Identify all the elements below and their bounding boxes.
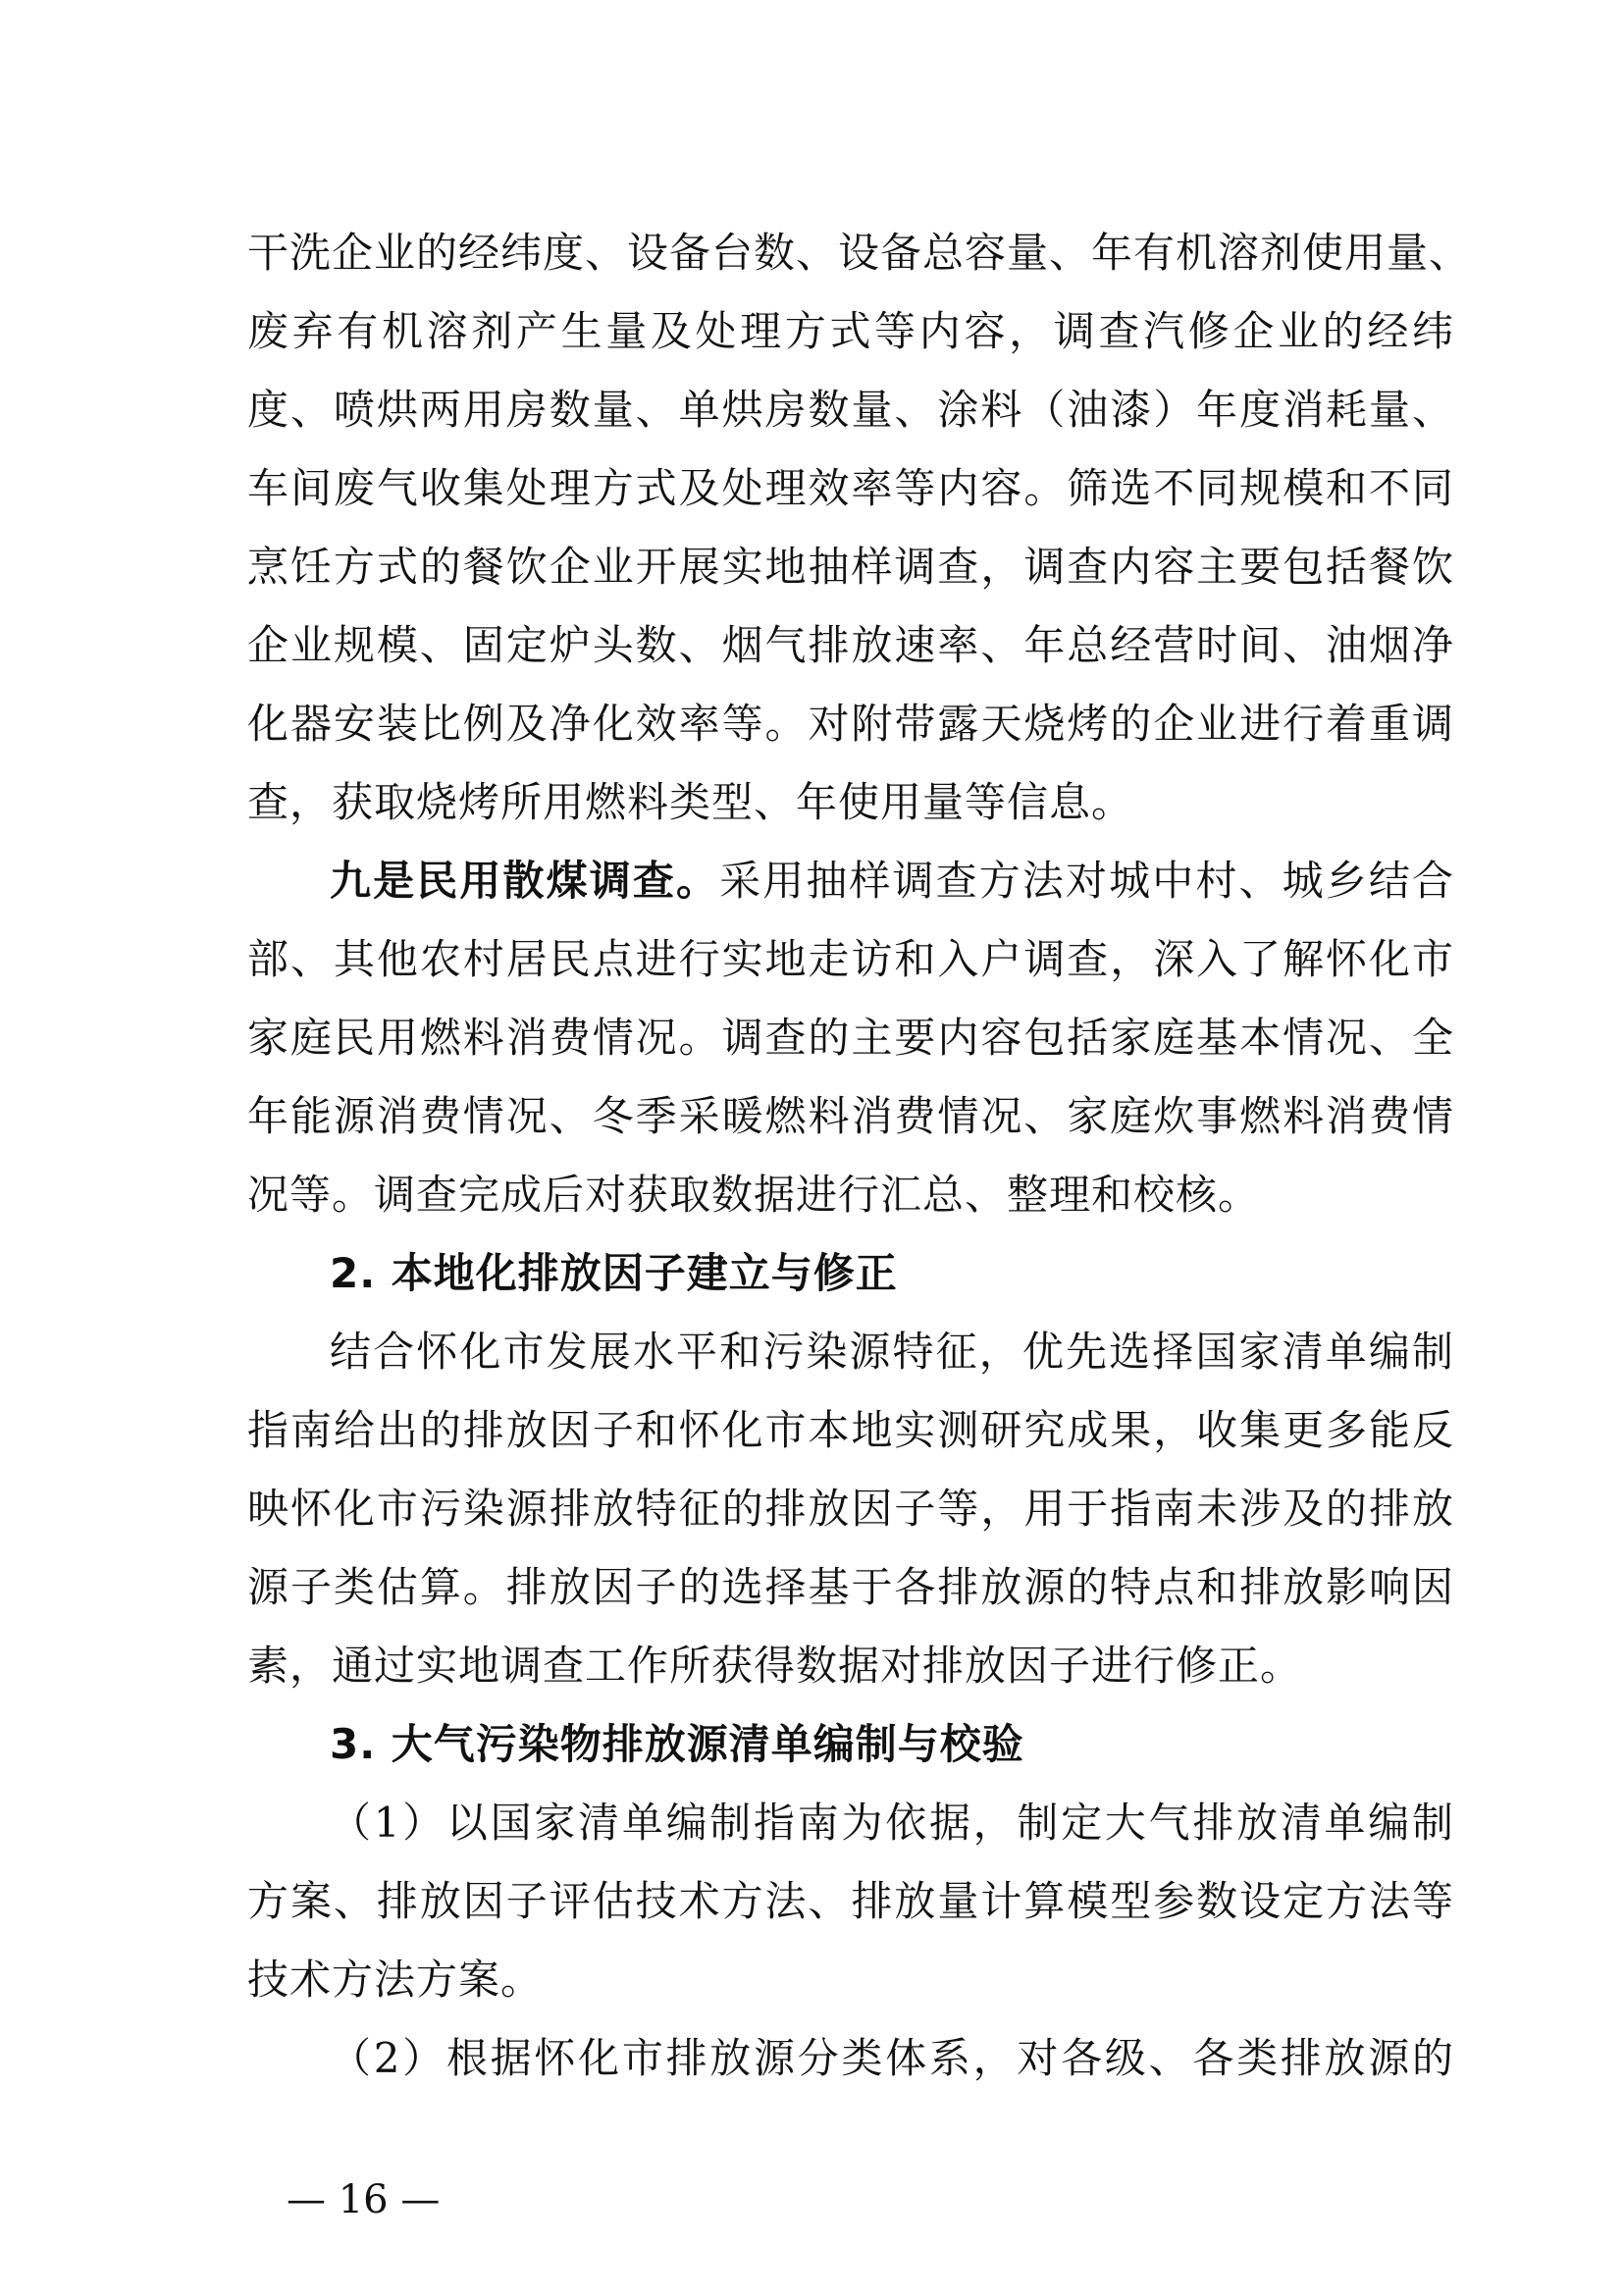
paragraph-2-line-2: 部、其他农村居民点进行实地走访和入户调查，深入了解怀化市 xyxy=(247,935,1454,983)
paragraph-2-line-3: 家庭民用燃料消费情况。调查的主要内容包括家庭基本情况、全 xyxy=(247,1014,1454,1062)
paragraph-1-line-8: 查，获取烧烤所用燃料类型、年使用量等信息。 xyxy=(247,778,1134,826)
paragraph-1-line-3: 度、喷烘两用房数量、单烘房数量、涂料（油漆）年度消耗量、 xyxy=(247,386,1454,434)
page-number: — 16 — xyxy=(287,2177,441,2222)
paragraph-4-line-2: 方案、排放因子评估技术方法、排放量计算模型参数设定方法等 xyxy=(247,1877,1454,1925)
paragraph-3-line-5: 素，通过实地调查工作所获得数据对排放因子进行修正。 xyxy=(247,1642,1303,1690)
paragraph-3-line-2: 指南给出的排放因子和怀化市本地实测研究成果，收集更多能反 xyxy=(247,1406,1454,1454)
paragraph-2-first-rest: 采用抽样调查方法对城中村、城乡结合 xyxy=(719,857,1454,905)
paragraph-2-line-4: 年能源消费情况、冬季采暖燃料消费情况、家庭炊事燃料消费情 xyxy=(247,1092,1454,1140)
paragraph-4-line-1: （1）以国家清单编制指南为依据，制定大气排放清单编制 xyxy=(330,1799,1454,1847)
paragraph-3-line-3: 映怀化市污染源排放特征的排放因子等，用于指南未涉及的排放 xyxy=(247,1485,1454,1533)
paragraph-2-line-5: 况等。调查完成后对获取数据进行汇总、整理和校核。 xyxy=(247,1171,1261,1219)
paragraph-1-line-4: 车间废气收集处理方式及处理效率等内容。筛选不同规模和不同 xyxy=(247,464,1454,512)
paragraph-1-line-6: 企业规模、固定炉头数、烟气排放速率、年总经营时间、油烟净 xyxy=(247,621,1454,669)
paragraph-4-line-3: 技术方法方案。 xyxy=(247,1956,544,2004)
paragraph-1-line-5: 烹饪方式的餐饮企业开展实地抽样调查，调查内容主要包括餐饮 xyxy=(247,543,1454,591)
paragraph-1-line-2: 废弃有机溶剂产生量及处理方式等内容，调查汽修企业的经纬 xyxy=(247,307,1454,355)
paragraph-3-line-1: 结合怀化市发展水平和污染源特征，优先选择国家清单编制 xyxy=(330,1328,1454,1376)
paragraph-2-line-1 xyxy=(247,842,1454,920)
section-heading-3: 3. 大气污染物排放源清单编制与校验 xyxy=(330,1720,1024,1768)
paragraph-1-line-1: 干洗企业的经纬度、设备台数、设备总容量、年有机溶剂使用量、 xyxy=(247,229,1472,277)
body-text xyxy=(247,214,1472,2098)
paragraph-1-line-7: 化器安装比例及净化效率等。对附带露天烧烤的企业进行着重调 xyxy=(247,700,1454,748)
paragraph-2-lead: 九是民用散煤调查。 xyxy=(330,857,720,905)
paragraph-3-line-4: 源子类估算。排放因子的选择基于各排放源的特点和排放影响因 xyxy=(247,1563,1454,1611)
paragraph-5-line-1: （2）根据怀化市排放源分类体系，对各级、各类排放源的 xyxy=(330,2034,1454,2082)
section-heading-2: 2. 本地化排放因子建立与修正 xyxy=(330,1249,898,1297)
